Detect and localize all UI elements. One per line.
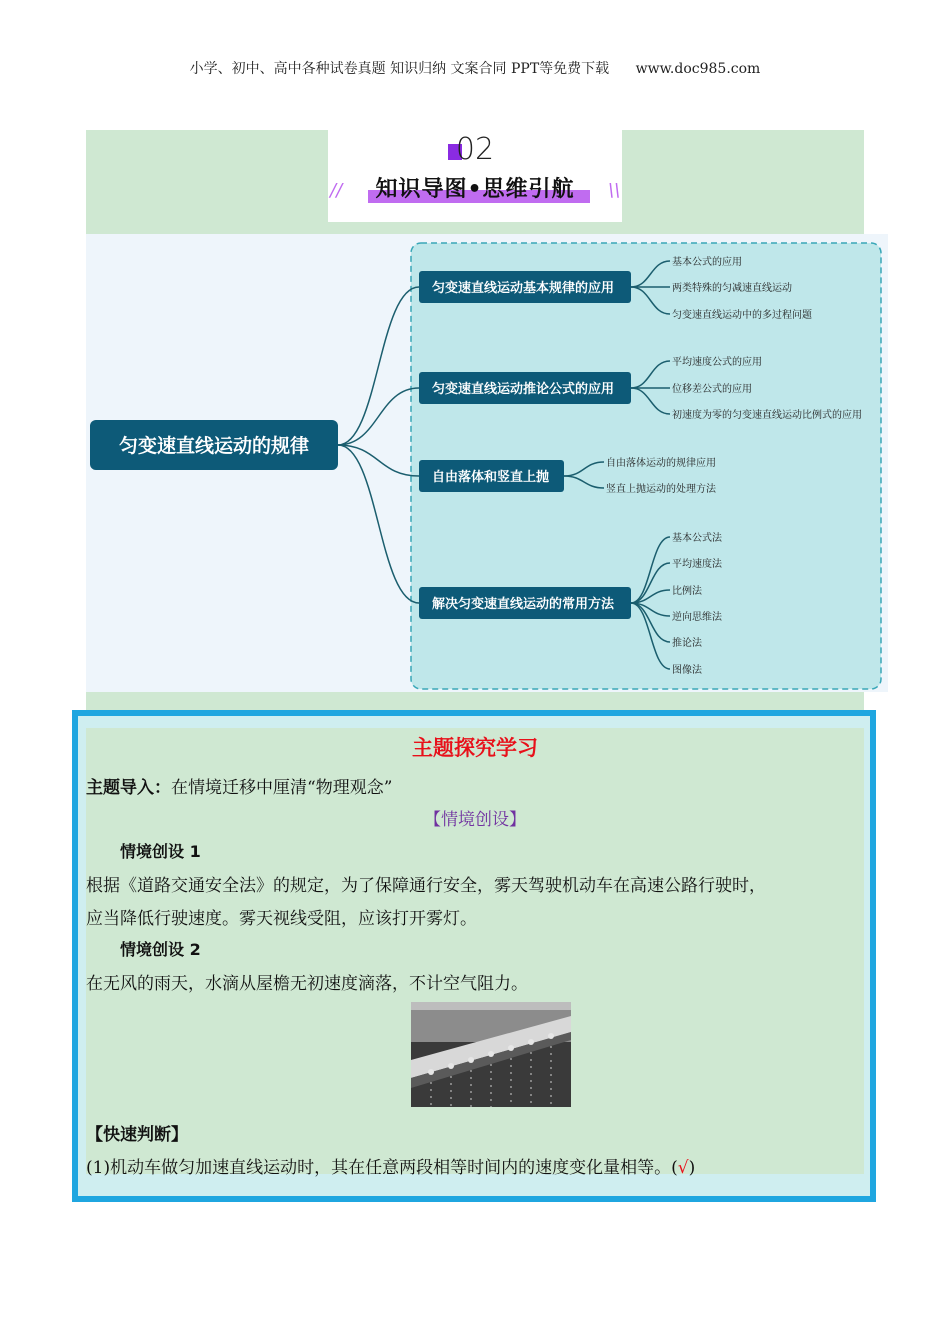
mindmap-leaf: 自由落体运动的规律应用 — [606, 458, 716, 469]
topic-intro — [86, 773, 392, 798]
banner-number: 02 — [455, 132, 495, 167]
left-slash-icon: // — [330, 180, 343, 201]
mindmap — [86, 234, 888, 692]
mindmap-leaf: 平均速度法 — [672, 559, 722, 570]
mindmap-leaf: 比例法 — [672, 586, 702, 597]
situation1-title: 情境创设 1 — [120, 842, 201, 861]
situation-heading: 【情境创设】 — [424, 810, 526, 830]
header-text: 小学、初中、高中各种试卷真题 知识归纳 文案合同 PPT等免费下载 — [189, 61, 610, 77]
judgment-text: (1)机动车做匀加速直线运动时，其在任意两段相等时间内的速度变化量相等。( — [86, 1158, 678, 1178]
mindmap-leaf: 逆向思维法 — [672, 612, 722, 623]
header-url[interactable]: www.doc985.com — [635, 61, 761, 77]
mindmap-leaf: 推论法 — [672, 638, 702, 649]
mindmap-connector — [338, 287, 419, 445]
quick-judgment-heading: 【快速判断】 — [86, 1125, 188, 1145]
mindmap-leaf: 基本公式的应用 — [672, 257, 742, 268]
mindmap-leaf: 位移差公式的应用 — [672, 384, 752, 395]
mindmap-root: 匀变速直线运动的规律 — [118, 435, 310, 457]
site-header — [0, 58, 950, 78]
mindmap-leaf: 初速度为零的匀变速直线运动比例式的应用 — [672, 410, 862, 421]
check-mark: √ — [677, 1158, 689, 1178]
banner-card — [328, 130, 622, 222]
mindmap-leaf: 平均速度公式的应用 — [672, 357, 762, 368]
situation2-title: 情境创设 2 — [120, 940, 201, 959]
mindmap-leaf: 基本公式法 — [672, 533, 722, 544]
judgment-close: ) — [688, 1158, 696, 1178]
mindmap-branch-label: 自由落体和竖直上抛 — [432, 470, 550, 485]
eaves-rain-photo — [411, 1002, 571, 1107]
mindmap-leaf: 图像法 — [672, 665, 702, 676]
right-slash-icon: \\ — [608, 180, 621, 201]
mindmap-connector — [338, 445, 419, 603]
situation2-text: 在无风的雨天，水滴从屋檐无初速度滴落，不计空气阻力。 — [86, 974, 528, 994]
topic-text: 在情境迁移中厘清“物理观念” — [171, 778, 393, 798]
mindmap-leaf: 匀变速直线运动中的多过程问题 — [672, 310, 812, 321]
mindmap-leaf: 竖直上抛运动的处理方法 — [606, 484, 716, 495]
mindmap-branch-label: 匀变速直线运动基本规律的应用 — [432, 281, 615, 296]
banner-title-wrap — [330, 172, 621, 206]
mindmap-connector — [338, 388, 419, 445]
topic-label: 主题导入： — [86, 778, 171, 798]
mindmap-branch-label: 解决匀变速直线运动的常用方法 — [432, 597, 615, 612]
situation1-line1: 根据《道路交通安全法》的规定，为了保障通行安全，雾天驾驶机动车在高速公路行驶时， — [86, 876, 766, 896]
banner-title: 知识导图•思维引航 — [375, 177, 575, 202]
mindmap-leaf: 两类特殊的匀减速直线运动 — [672, 283, 792, 294]
section-title: 主题探究学习 — [412, 736, 538, 760]
judgment-item-1 — [86, 1153, 695, 1178]
mindmap-branch-label: 匀变速直线运动推论公式的应用 — [432, 382, 615, 397]
mindmap-bottom-strip — [86, 692, 864, 710]
situation1-line2: 应当降低行驶速度。雾天视线受阻，应该打开雾灯。 — [86, 909, 477, 929]
